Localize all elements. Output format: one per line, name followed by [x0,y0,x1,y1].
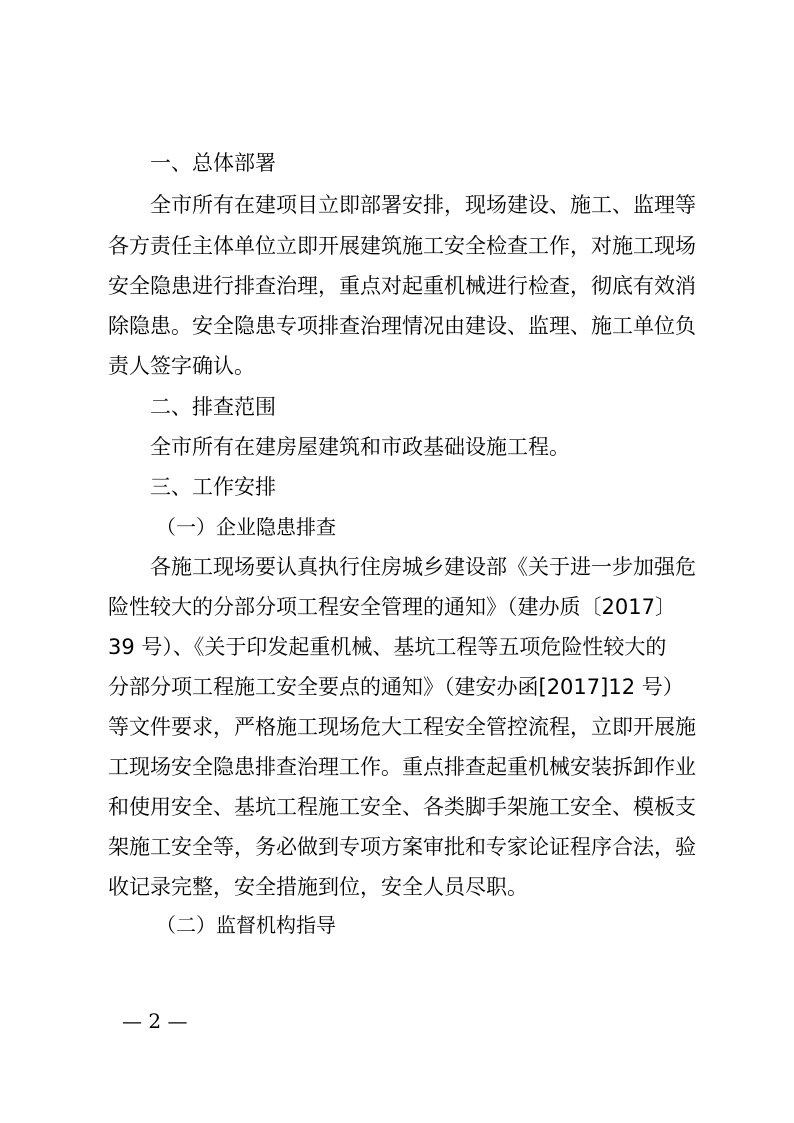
section-heading-2: 二、排查范围 [150,395,276,419]
paragraph-line: 各施工现场要认真执行住房城乡建设部《关于进一步加强危 [150,555,696,579]
paragraph-line: 安全隐患进行排查治理，重点对起重机械进行检查，彻底有效消 [108,274,696,298]
paragraph-line: 分部分项工程施工安全要点的通知》（建安办函[2017]12 号） [108,675,684,699]
paragraph-line: 责人签字确认。 [108,354,255,378]
paragraph-line: 39 号）、《关于印发起重机械、基坑工程等五项危险性较大的 [108,635,667,659]
paragraph-line: 全市所有在建房屋建筑和市政基础设施工程。 [150,435,570,459]
paragraph-line: 各方责任主体单位立即开展建筑施工安全检查工作，对施工现场 [108,234,696,258]
paragraph-line: 收记录完整，安全措施到位，安全人员尽职。 [108,875,528,899]
paragraph-line: 架施工安全等，务必做到专项方案审批和专家论证程序合法，验 [108,835,696,859]
subsection-heading-2: （二）监督机构指导 [156,913,336,937]
page-number: — 2 — [122,1009,188,1033]
paragraph-line: 等文件要求，严格施工现场危大工程安全管控流程，立即开展施 [108,715,696,739]
section-heading-3: 三、工作安排 [150,475,276,499]
paragraph-line: 险性较大的分部分项工程安全管理的通知》（建办质〔2017〕 [108,595,676,619]
paragraph-line: 全市所有在建项目立即部署安排，现场建设、施工、监理等 [150,193,696,217]
paragraph-line: 和使用安全、基坑工程施工安全、各类脚手架施工安全、模板支 [108,795,696,819]
paragraph-line: 工现场安全隐患排查治理工作。重点排查起重机械安装拆卸作业 [108,755,696,779]
section-heading-1: 一、总体部署 [150,151,276,175]
subsection-heading-1: （一）企业隐患排查 [156,515,336,539]
paragraph-line: 除隐患。安全隐患专项排查治理情况由建设、监理、施工单位负 [108,314,696,338]
